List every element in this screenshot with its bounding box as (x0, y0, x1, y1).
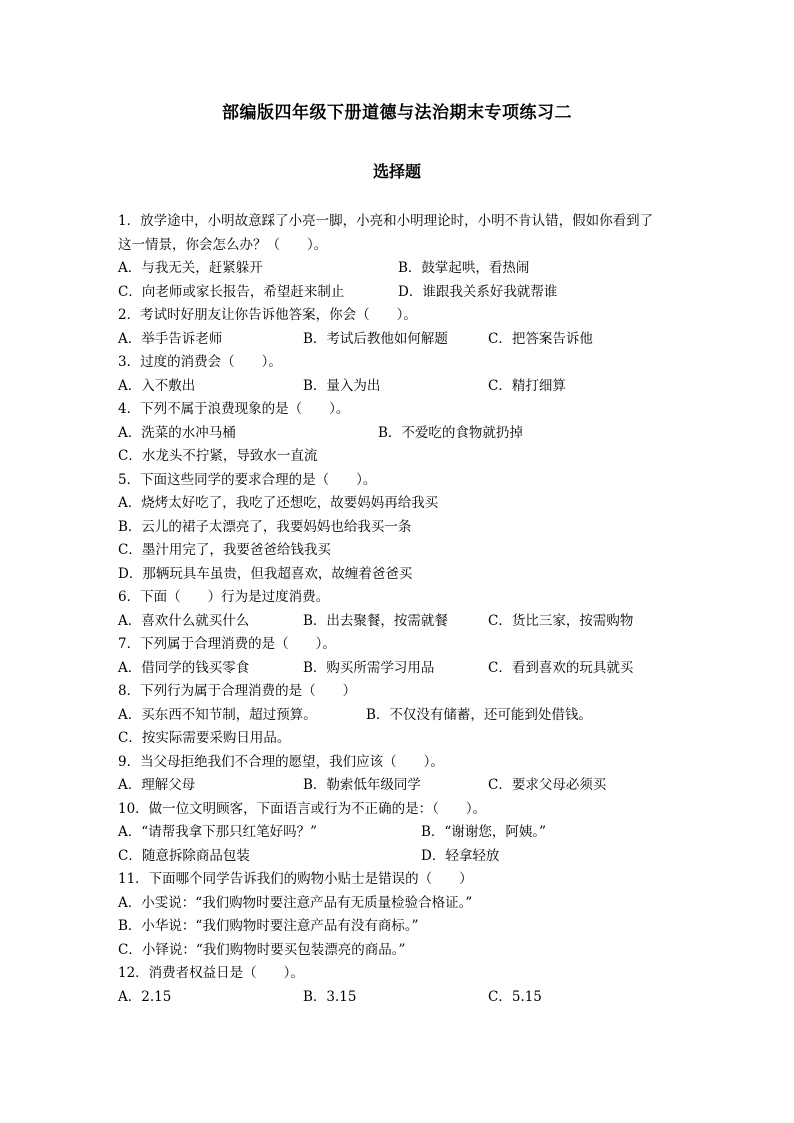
question-stem: 8．下列行为属于合理消费的是（ ） (118, 683, 357, 699)
option-row (118, 774, 688, 798)
option-b: B．不爱吃的食物就扔掉 (378, 424, 523, 441)
option-c: C．5.15 (488, 988, 542, 1005)
option-b: B．云儿的裙子太漂亮了，我要妈妈也给我买一条 (118, 518, 412, 535)
option-b: B．出去聚餐，按需就餐 (303, 612, 448, 629)
option-a: A．买东西不知节制，超过预算。 (118, 706, 317, 723)
option-d: D．轻拿轻放 (421, 847, 500, 864)
option-b: B．3.15 (303, 988, 357, 1005)
option-b: B．小华说：“我们购物时要注意产品有没有商标。” (118, 918, 419, 934)
option-b: B．勒索低年级同学 (303, 777, 421, 793)
option-d: D．那辆玩具车虽贵，但我超喜欢，故缠着爸爸买 (118, 565, 413, 582)
option-row (118, 375, 688, 399)
question-stem: 7．下列属于合理消费的是（ ）。 (118, 636, 336, 652)
option-row (118, 281, 688, 305)
option-a: A．烧烤太好吃了，我吃了还想吃，故要妈妈再给我买 (118, 495, 439, 511)
option-c: C．精打细算 (488, 377, 566, 394)
question-list (118, 210, 688, 1009)
option-b: B．考试后教他如何解题 (303, 330, 448, 347)
option-row (118, 328, 688, 352)
section-title: 选择题 (372, 162, 421, 181)
option-a: A．2.15 (118, 988, 172, 1005)
option-c: C．货比三家，按需购物 (488, 612, 634, 629)
option-row (118, 257, 688, 281)
option-a: A．洗菜的水冲马桶 (118, 424, 236, 441)
option-b: B．“谢谢您，阿姨。” (421, 824, 546, 840)
option-b: B．不仅没有储蓄，还可能到处借钱。 (366, 706, 592, 723)
option-c: C．看到喜欢的玩具就买 (488, 659, 634, 676)
question-stem: 11．下面哪个同学告诉我们的购物小贴士是错误的（ ） (118, 871, 473, 887)
option-row (118, 422, 688, 446)
option-a: A．小雯说：“我们购物时要注意产品有无质量检验合格证。” (118, 894, 473, 911)
question-stem: 6．下面（ ）行为是过度消费。 (118, 589, 330, 605)
option-c: C．墨汁用完了，我要爸爸给钱我买 (118, 542, 331, 558)
option-c: C．要求父母必须买 (488, 777, 607, 793)
question-stem: 9．当父母拒绝我们不合理的愿望，我们应该（ ）。 (118, 753, 444, 770)
option-a: A．“请帮我拿下那只红笔好吗？” (118, 824, 318, 840)
question-stem: 2．考试时好朋友让你告诉他答案，你会（ ）。 (118, 307, 417, 323)
option-c: C．随意拆除商品包装 (118, 847, 250, 864)
question-stem: 10．做一位文明顾客，下面语言或行为不正确的是：（ ）。 (118, 800, 487, 817)
option-row (118, 704, 688, 728)
option-c: C．水龙头不拧紧，导致水一直流 (118, 448, 318, 464)
option-row (118, 845, 688, 869)
option-row (118, 610, 688, 634)
option-row (118, 657, 688, 681)
option-a: A．与我无关，赶紧躲开 (118, 260, 263, 276)
question-stem: 12．消费者权益日是（ ）。 (118, 965, 304, 981)
option-a: A．举手告诉老师 (118, 330, 223, 347)
question-stem: 5．下面这些同学的要求合理的是（ ）。 (118, 471, 377, 488)
document-title: 部编版四年级下册道德与法治期末专项练习二 (222, 103, 572, 123)
option-b: B．量入为出 (303, 377, 381, 394)
option-c: C．把答案告诉他 (488, 330, 593, 347)
question-stem: 1．放学途中，小明故意踩了小亮一脚，小亮和小明理论时，小明不肯认错，假如你看到了 (118, 213, 654, 229)
option-row (118, 986, 688, 1010)
question-stem: 4．下列不属于浪费现象的是（ ）。 (118, 401, 350, 417)
option-c: C．向老师或家长报告，希望赶来制止 (118, 283, 345, 300)
option-a: A．入不敷出 (118, 377, 196, 394)
option-row (118, 821, 688, 845)
option-a: A．借同学的钱买零食 (118, 659, 250, 676)
option-d: D．谁跟我关系好我就帮谁 (398, 283, 558, 300)
option-a: A．喜欢什么就买什么 (118, 612, 250, 629)
option-b: B．鼓掌起哄，看热闹 (398, 260, 530, 276)
option-c: C．小铎说：“我们购物时要买包装漂亮的商品。” (118, 941, 406, 958)
option-c: C．按实际需要采购日用品。 (118, 730, 291, 746)
option-a: A．理解父母 (118, 777, 196, 793)
option-b: B．购买所需学习用品 (303, 659, 435, 676)
question-stem-continued: 这一情景，你会怎么办？（ ）。 (118, 236, 328, 253)
question-stem: 3．过度的消费会（ ）。 (118, 354, 282, 370)
